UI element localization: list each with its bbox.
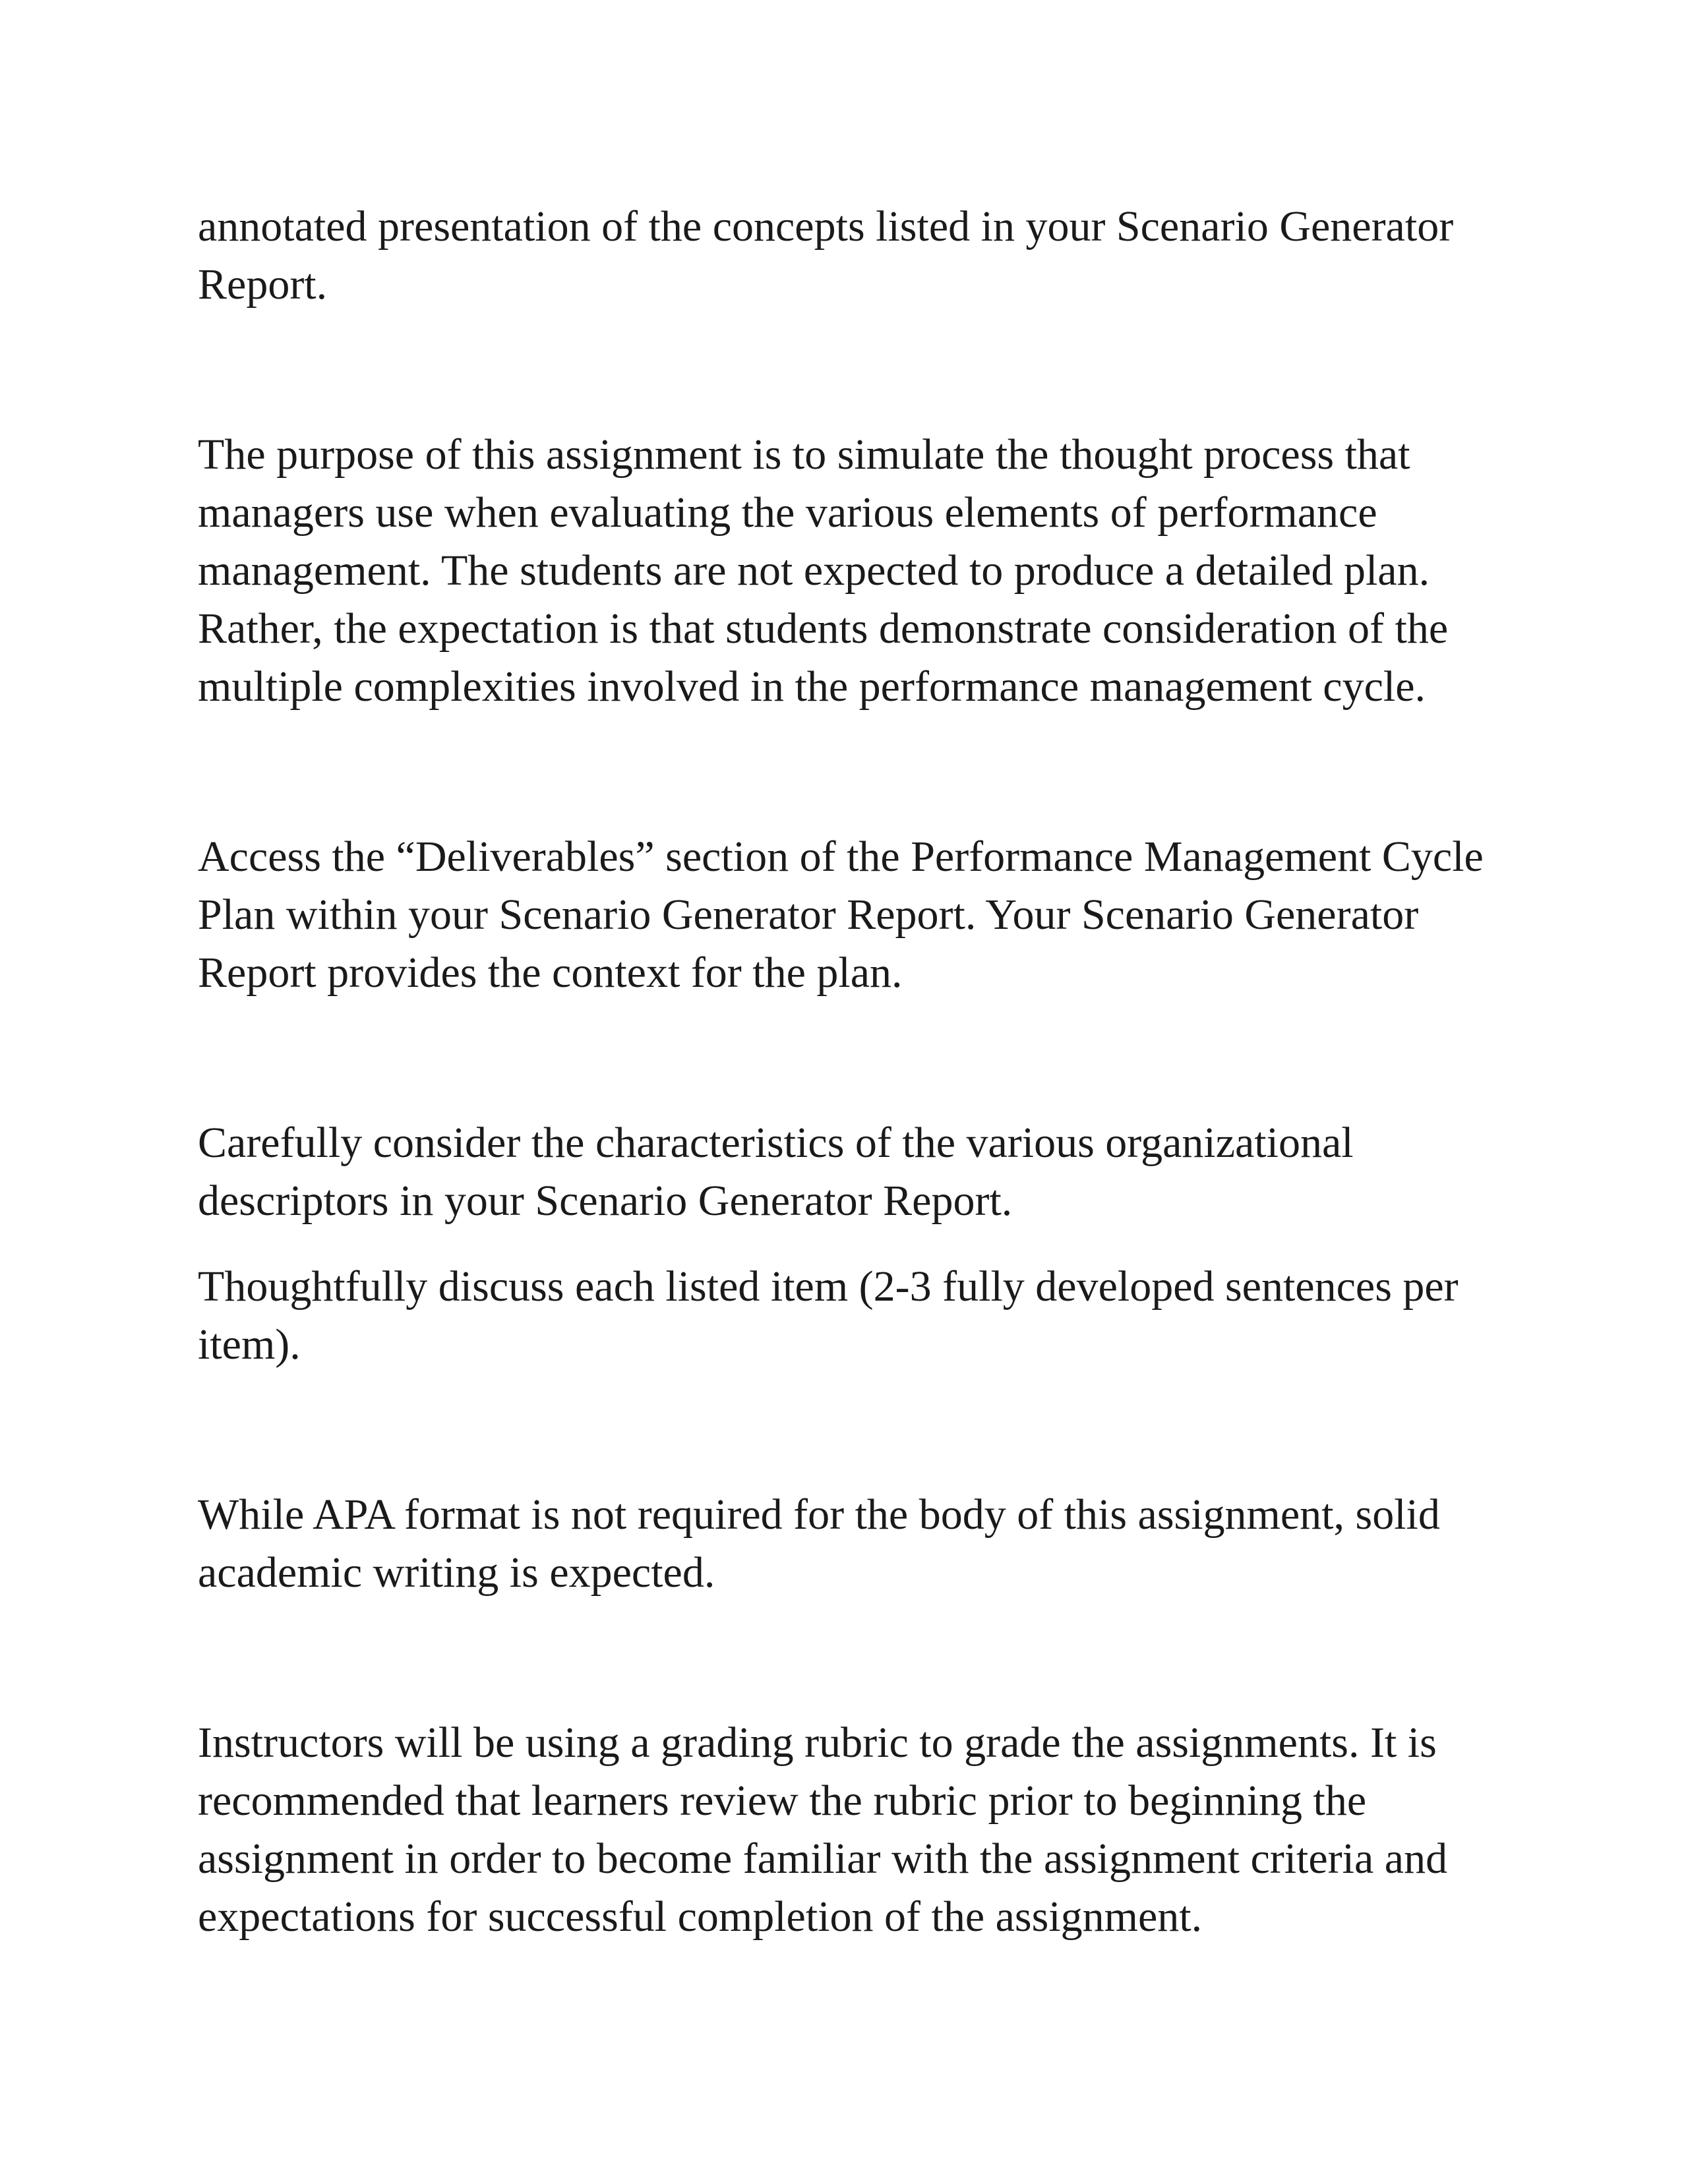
paragraph-deliverables: Access the “Deliverables” section of the Performance Management Cycle Plan within your Scenario Generator Report. Your Scenario Generator Report provides the context for the plan. — [198, 833, 1484, 997]
paragraph-intro-continuation: annotated presentation of the concepts listed in your Scenario Generator Report. — [198, 202, 1454, 309]
paragraph-grading-rubric: Instructors will be using a grading rubric to grade the assignments. It is recommended that learners review the rubric prior to beginning the assignment in order to become familiar with the assignment criteria and expectations for successful completion of the assignment. — [198, 1719, 1448, 1941]
paragraph-discuss-items: Thoughtfully discuss each listed item (2-3 fully developed sentences per item). — [198, 1262, 1459, 1369]
paragraph-spacer — [198, 716, 1490, 828]
paragraph-spacer — [198, 314, 1490, 426]
document-body — [198, 198, 1490, 1946]
paragraph-spacer — [198, 1602, 1490, 1714]
paragraph-consider-descriptors: Carefully consider the characteristics of the various organizational descriptors in your Scenario Generator Report. — [198, 1119, 1354, 1225]
paragraph-spacer — [198, 1002, 1490, 1114]
paragraph-spacer — [198, 1230, 1490, 1258]
paragraph-purpose: The purpose of this assignment is to simulate the thought process that managers use when evaluating the various elements of performance management. The students are not expected to produce a detailed plan. Rather, the expectation is that students demonstrate consideration of the multiple complexities involved in the performance management cycle. — [198, 430, 1449, 711]
paragraph-apa-format: While APA format is not required for the body of this assignment, solid academic writing is expected. — [198, 1490, 1440, 1597]
paragraph-spacer — [198, 1374, 1490, 1486]
